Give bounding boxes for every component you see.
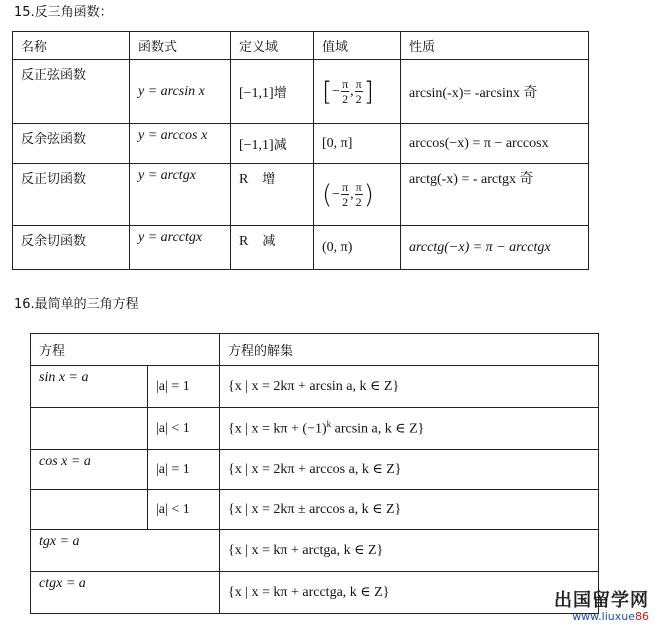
fraction-pi-over-2: $\frac{\pi}{2}$ [355,77,362,106]
row-range: (− $\frac{\pi}{2}$ , $\frac{\pi}{2}$ ) [314,164,401,226]
monotonic-label: 减 [262,234,276,249]
fraction-pi-over-2: $\frac{\pi}{2}$ [342,180,349,209]
section-16-title: 16.最简单的三角方程 [14,297,139,312]
solution-cell: {x | x = 2kπ + arcsin a, k ∈ Z} [220,366,599,408]
monotonic-label: 增 [262,172,276,187]
equation-cell: tgx = a [31,530,220,572]
watermark-logo [554,590,649,625]
paren-right: ) [363,179,374,210]
equation-cell: cos x = a [31,450,148,490]
col-header-equation: 方程 [31,334,220,366]
table-row [31,450,599,490]
section-15-title: 15.反三角函数： [14,5,113,20]
solution-cell: {x | $x = k\pi + (-1)^k$ arcsin a, k ∈ Z} [220,408,599,450]
col-header-domain: 定义域 [231,32,314,60]
row-domain [231,164,314,226]
row-domain [231,226,314,270]
equation-cell: sin x = a [31,366,148,408]
condition-cell: |a| < 1 [148,408,220,450]
row-formula: y = arcctgx [130,226,231,270]
row-domain [231,124,314,164]
row-range: (0, π) [314,226,401,270]
condition-cell: |a| = 1 [148,450,220,490]
col-header-solution-set: 方程的解集 [220,334,599,366]
row-formula: y = arctgx [130,164,231,226]
table-row [31,408,599,450]
row-name: 反正切函数 [13,164,130,226]
domain-value: [−1,1] [239,85,274,101]
domain-value: R [239,234,249,249]
inverse-trig-table [12,31,589,270]
condition-cell: |a| = 1 [148,366,220,408]
solution-cell: {x | x = 2kπ + arccos a, k ∈ Z} [220,450,599,490]
watermark-url: www.liuxue86 [572,610,649,623]
solution-cell: {x | x = 2kπ ± arccos a, k ∈ Z} [220,490,599,530]
row-property: arcctg(−x) = π − arcctgx [401,226,589,270]
condition-cell: |a| < 1 [148,490,220,530]
table-row [13,164,589,226]
row-name: 反正弦函数 [13,60,130,124]
table-row [13,60,589,124]
table-row [31,530,599,572]
row-formula: y = arcsin x [130,60,231,124]
table-row [13,124,589,164]
equation-cell [31,490,148,530]
row-formula: y = arccos x [130,124,231,164]
row-property: arccos(−x) = π − arccosx [401,124,589,164]
solution-cell: {x | x = kπ + arcctga, k ∈ Z} [220,572,599,614]
row-property: arctg(-x) = - arctgx 奇 [401,164,589,226]
fraction-pi-over-2: $\frac{\pi}{2}$ [342,77,349,106]
row-domain [231,60,314,124]
domain-value: R [239,172,249,187]
minus-sign: − [332,186,341,202]
col-header-range: 值域 [314,32,401,60]
equation-cell [31,408,148,450]
row-name: 反余弦函数 [13,124,130,164]
row-name: 反余切函数 [13,226,130,270]
monotonic-label: 增 [273,85,287,101]
monotonic-label: 减 [273,137,287,153]
table-row [31,572,599,614]
table-row [13,226,589,270]
watermark-title: 出国留学网 [554,590,649,611]
bracket-right: ] [363,76,374,107]
paren-left: ( [322,179,333,210]
fraction-pi-over-2: $\frac{\pi}{2}$ [355,180,362,209]
row-property: arcsin(-x)= -arcsinx 奇 [401,60,589,124]
col-header-formula: 函数式 [130,32,231,60]
domain-value: [−1,1] [239,137,274,153]
table-header-row [31,334,599,366]
table-header-row [13,32,589,60]
table-row [31,490,599,530]
col-header-property: 性质 [401,32,589,60]
solution-cell: {x | x = kπ + arctga, k ∈ Z} [220,530,599,572]
table-row [31,366,599,408]
equation-cell: ctgx = a [31,572,220,614]
minus-sign: − [332,83,341,99]
bracket-left: [ [322,76,333,107]
row-range: [− $\frac{\pi}{2}$ , $\frac{\pi}{2}$ ] [314,60,401,124]
row-range: [0, π] [314,124,401,164]
col-header-name: 名称 [13,32,130,60]
trig-equation-table [30,333,599,614]
